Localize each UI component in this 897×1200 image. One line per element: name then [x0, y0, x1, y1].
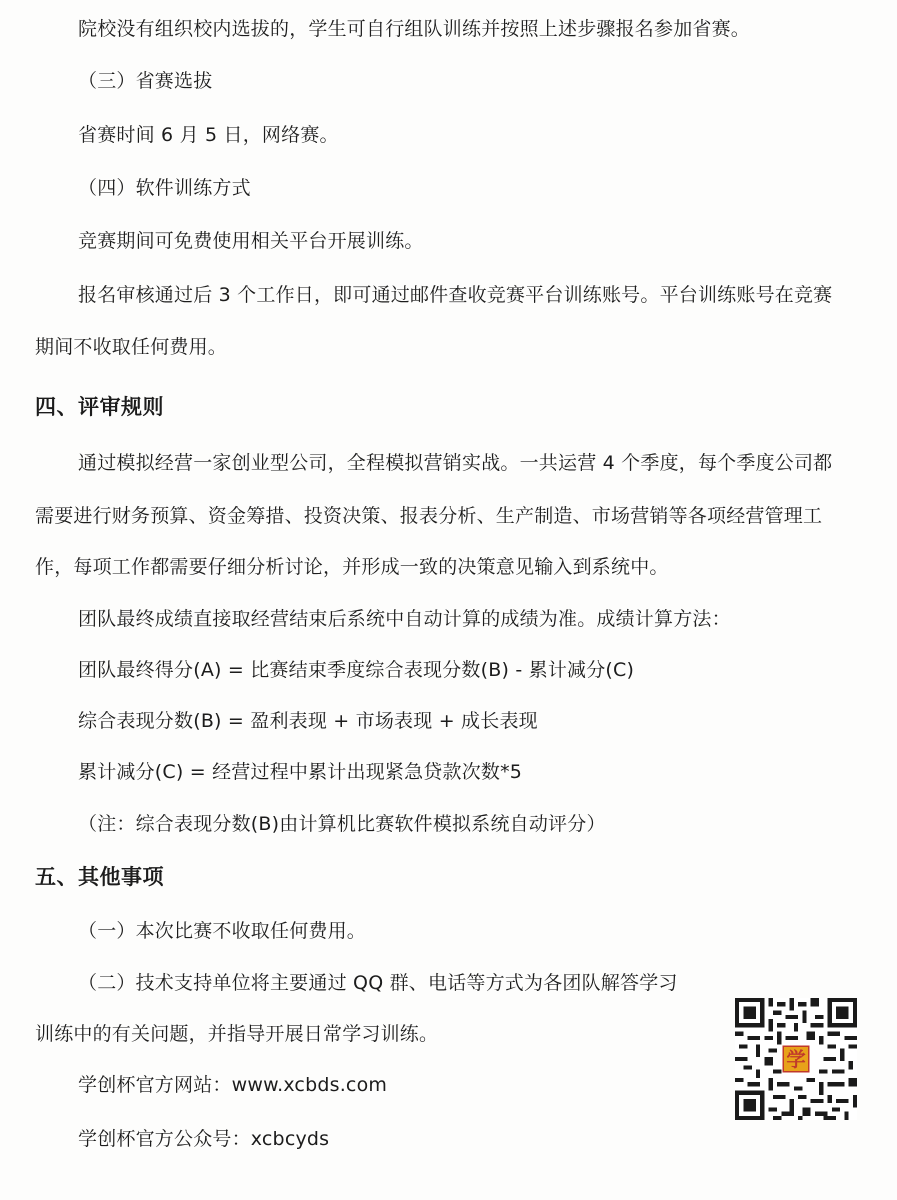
official-website-line: 学创杯官方网站：www.xcbds.com [78, 1074, 388, 1096]
paragraph-line: 训练中的有关问题，并指导开展日常学习训练。 [35, 1023, 439, 1045]
section-heading-review-rules: 四、评审规则 [35, 395, 164, 419]
paragraph-line: 团队最终成绩直接取经营结束后系统中自动计算的成绩为准。成绩计算方法： [78, 608, 731, 630]
paragraph-line: 院校没有组织校内选拔的，学生可自行组队训练并按照上述步骤报名参加省赛。 [78, 18, 751, 40]
official-account-line: 学创杯官方公众号：xcbcyds [78, 1128, 330, 1150]
note-line: （注：综合表现分数(B)由计算机比赛软件模拟系统自动评分） [78, 813, 606, 835]
qr-code-image [735, 998, 857, 1120]
paragraph-line: 竞赛期间可免费使用相关平台开展训练。 [78, 230, 424, 252]
section-heading-other-matters: 五、其他事项 [35, 865, 164, 889]
paragraph-line: （一）本次比赛不收取任何费用。 [78, 920, 367, 942]
paragraph-line: 作，每项工作都需要仔细分析讨论，并形成一致的决策意见输入到系统中。 [35, 556, 669, 578]
formula-line: 团队最终得分(A) = 比赛结束季度综合表现分数(B) - 累计减分(C) [78, 659, 635, 681]
formula-line: 综合表现分数(B) = 盈利表现 + 市场表现 + 成长表现 [78, 710, 538, 732]
paragraph-line: 期间不收取任何费用。 [35, 336, 228, 358]
paragraph-line: （二）技术支持单位将主要通过 QQ 群、电话等方式为各团队解答学习 [78, 972, 678, 994]
paragraph-line: 需要进行财务预算、资金筹措、投资决策、报表分析、生产制造、市场营销等各项经营管理工 [35, 505, 823, 527]
paragraph-line: 报名审核通过后 3 个工作日，即可通过邮件查收竞赛平台训练账号。平台训练账号在竞赛 [78, 284, 833, 306]
subheading-provincial-selection: （三）省赛选拔 [78, 70, 213, 92]
paragraph-line: 通过模拟经营一家创业型公司，全程模拟营销实战。一共运营 4 个季度，每个季度公司都 [78, 452, 833, 474]
paragraph-line: 省赛时间 6 月 5 日，网络赛。 [78, 124, 339, 146]
subheading-software-training: （四）软件训练方式 [78, 177, 251, 199]
formula-line: 累计减分(C) = 经营过程中累计出现紧急贷款次数*5 [78, 761, 523, 783]
qr-logo-mark: 学 [786, 1048, 806, 1072]
